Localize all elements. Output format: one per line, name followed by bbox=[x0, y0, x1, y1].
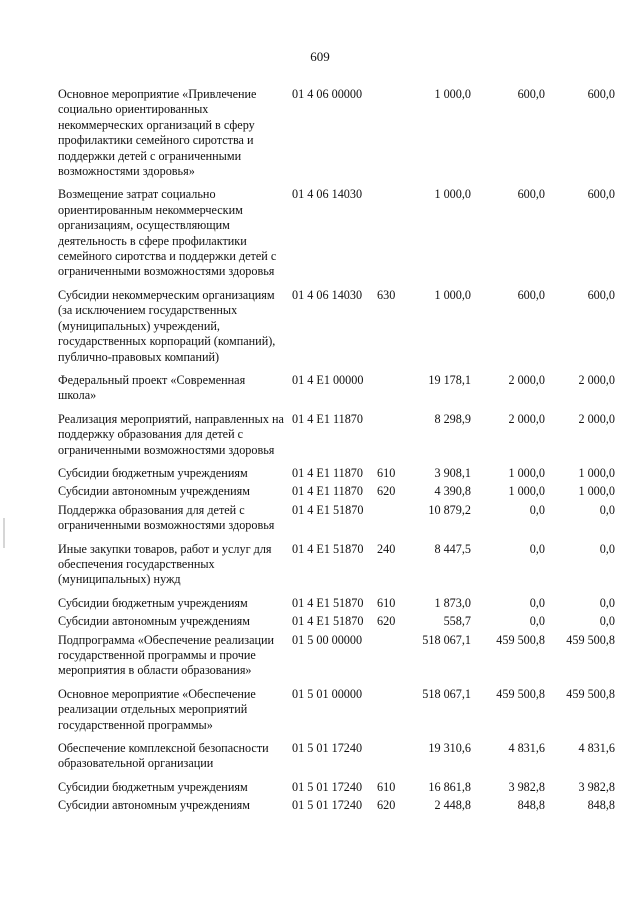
row-value-year2: 600,0 bbox=[517, 87, 545, 101]
row-value-year3: 0,0 bbox=[599, 614, 615, 629]
row-value-year2: 600,0 bbox=[517, 287, 545, 302]
row-code: 01 4 E1 51870 bbox=[292, 614, 364, 629]
row-name: Субсидии автономным учреждениям bbox=[58, 484, 250, 499]
table-row bbox=[58, 614, 618, 629]
row-value-year3: 600,0 bbox=[587, 87, 615, 101]
row-code: 01 5 01 17240 bbox=[292, 779, 363, 794]
table-row bbox=[58, 633, 618, 679]
row-code: 01 4 E1 00000 bbox=[292, 372, 364, 387]
row-value-year1: 19 178,1 bbox=[428, 372, 471, 387]
row-code: 01 4 E1 51870 bbox=[292, 502, 364, 517]
row-value-year3: 600,0 bbox=[587, 187, 615, 202]
row-code: 01 4 E1 11870 bbox=[292, 484, 363, 499]
table-row bbox=[58, 187, 618, 279]
row-value-year3: 3 982,8 bbox=[578, 779, 615, 794]
row-name: Субсидии бюджетным учреждениям bbox=[58, 465, 248, 480]
row-expense-type: 620 bbox=[377, 798, 396, 813]
row-value-year2: 3 982,8 bbox=[508, 779, 545, 794]
row-value-year3: 459 500,8 bbox=[566, 632, 615, 647]
row-code: 01 4 06 00000 bbox=[292, 87, 363, 101]
row-value-year1: 8 298,9 bbox=[434, 411, 471, 426]
table-row bbox=[58, 503, 618, 534]
row-code: 01 5 00 00000 bbox=[292, 632, 363, 647]
row-name: Реализация мероприятий, направленных на поддержку образования для детей с ограниченными возможностями здоровья bbox=[58, 411, 284, 457]
table-row bbox=[58, 87, 618, 179]
table-row bbox=[58, 466, 618, 481]
margin-mark bbox=[3, 518, 5, 548]
row-value-year2: 0,0 bbox=[529, 541, 545, 556]
row-value-year3: 1 000,0 bbox=[578, 484, 615, 499]
table-row bbox=[58, 780, 618, 795]
row-name: Субсидии некоммерческим организациям (за исключением государственных (муниципальных) учреждений, государственных корпораций (компаний), публично-правовых компаний) bbox=[58, 287, 276, 364]
row-value-year1: 8 447,5 bbox=[434, 541, 471, 556]
row-expense-type: 610 bbox=[377, 465, 396, 480]
row-value-year3: 0,0 bbox=[599, 502, 615, 517]
table-row bbox=[58, 741, 618, 772]
table-row bbox=[58, 484, 618, 499]
row-value-year1: 1 000,0 bbox=[434, 287, 471, 302]
row-expense-type: 620 bbox=[377, 484, 396, 499]
row-code: 01 4 06 14030 bbox=[292, 187, 363, 202]
row-code: 01 5 01 00000 bbox=[292, 686, 363, 701]
table-row bbox=[58, 798, 618, 813]
row-value-year3: 459 500,8 bbox=[566, 686, 615, 701]
row-value-year2: 1 000,0 bbox=[508, 484, 545, 499]
row-expense-type: 620 bbox=[377, 614, 396, 629]
table-row bbox=[58, 288, 618, 365]
page-number: 609 bbox=[310, 49, 330, 64]
row-name: Основное мероприятие «Привлечение социально ориентированных некоммерческих организаций в сферу профилактики семейного сиротства и поддержки детей с ограниченными возможностями здоровья» bbox=[58, 87, 257, 179]
budget-table bbox=[58, 87, 618, 817]
table-row bbox=[58, 687, 618, 733]
row-name: Подпрограмма «Обеспечение реализации государственной программы и прочие мероприятия в области образования» bbox=[58, 632, 275, 678]
row-expense-type: 610 bbox=[377, 779, 396, 794]
row-value-year3: 600,0 bbox=[587, 287, 615, 302]
row-value-year2: 848,8 bbox=[517, 798, 545, 813]
row-value-year2: 600,0 bbox=[517, 187, 545, 202]
row-value-year3: 1 000,0 bbox=[578, 465, 615, 480]
row-value-year2: 459 500,8 bbox=[496, 686, 545, 701]
row-code: 01 5 01 17240 bbox=[292, 798, 363, 813]
table-row bbox=[58, 373, 618, 404]
table-row bbox=[58, 596, 618, 611]
row-value-year1: 1 873,0 bbox=[434, 595, 471, 610]
row-value-year1: 4 390,8 bbox=[434, 484, 471, 499]
row-value-year2: 4 831,6 bbox=[508, 741, 545, 756]
row-name: Субсидии автономным учреждениям bbox=[58, 614, 250, 629]
row-value-year2: 459 500,8 bbox=[496, 632, 545, 647]
row-value-year2: 1 000,0 bbox=[508, 465, 545, 480]
row-code: 01 4 E1 51870 bbox=[292, 541, 364, 556]
row-value-year3: 0,0 bbox=[599, 541, 615, 556]
row-value-year2: 0,0 bbox=[529, 614, 545, 629]
row-value-year1: 10 879,2 bbox=[428, 502, 471, 517]
row-name: Обеспечение комплексной безопасности образовательной организации bbox=[58, 741, 269, 771]
table-row bbox=[58, 542, 618, 588]
row-value-year1: 2 448,8 bbox=[434, 798, 471, 813]
row-value-year1: 558,7 bbox=[443, 614, 471, 629]
row-value-year1: 518 067,1 bbox=[422, 686, 471, 701]
row-name: Субсидии бюджетным учреждениям bbox=[58, 779, 248, 794]
row-code: 01 4 E1 11870 bbox=[292, 411, 363, 426]
row-expense-type: 240 bbox=[377, 541, 396, 556]
row-value-year3: 2 000,0 bbox=[578, 411, 615, 426]
row-value-year2: 2 000,0 bbox=[508, 372, 545, 387]
row-name: Поддержка образования для детей с ограниченными возможностями здоровья bbox=[58, 502, 275, 533]
row-value-year2: 0,0 bbox=[529, 502, 545, 517]
row-expense-type: 630 bbox=[377, 287, 396, 302]
row-name: Основное мероприятие «Обеспечение реализации отдельных мероприятий государственной программы» bbox=[58, 686, 256, 732]
row-value-year1: 1 000,0 bbox=[434, 87, 471, 101]
row-name: Субсидии автономным учреждениям bbox=[58, 798, 250, 813]
row-expense-type: 610 bbox=[377, 595, 396, 610]
row-code: 01 4 06 14030 bbox=[292, 287, 363, 302]
row-value-year2: 0,0 bbox=[529, 595, 545, 610]
row-value-year3: 0,0 bbox=[599, 595, 615, 610]
row-value-year1: 1 000,0 bbox=[434, 187, 471, 202]
row-value-year3: 4 831,6 bbox=[578, 741, 615, 756]
row-name: Возмещение затрат социально ориентированным некоммерческим организациям, осуществляющим деятельность в сфере профилактики семейного сиротства и поддержки детей с ограниченными возможностями здоровья bbox=[58, 187, 277, 279]
row-name: Субсидии бюджетным учреждениям bbox=[58, 595, 248, 610]
row-value-year2: 2 000,0 bbox=[508, 411, 545, 426]
row-value-year1: 19 310,6 bbox=[428, 741, 471, 756]
row-code: 01 4 E1 51870 bbox=[292, 595, 364, 610]
row-value-year3: 848,8 bbox=[587, 798, 615, 813]
table-row bbox=[58, 412, 618, 458]
row-value-year1: 16 861,8 bbox=[428, 779, 471, 794]
row-code: 01 4 E1 11870 bbox=[292, 465, 363, 480]
row-code: 01 5 01 17240 bbox=[292, 741, 363, 756]
row-value-year1: 518 067,1 bbox=[422, 632, 471, 647]
row-value-year3: 2 000,0 bbox=[578, 372, 615, 387]
row-value-year1: 3 908,1 bbox=[434, 465, 471, 480]
row-name: Федеральный проект «Современная школа» bbox=[58, 372, 246, 403]
row-name: Иные закупки товаров, работ и услуг для обеспечения государственных (муниципальных) нужд bbox=[58, 541, 272, 587]
